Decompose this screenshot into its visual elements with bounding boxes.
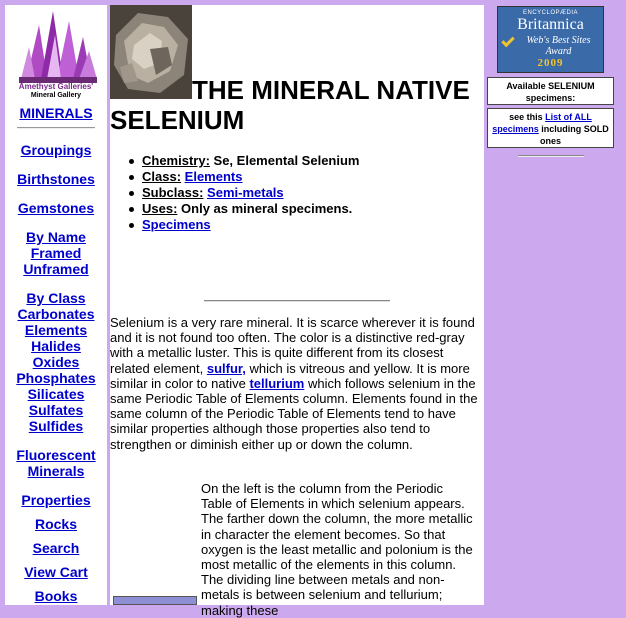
see-all-specimens-box xyxy=(487,108,614,148)
nav-minerals-link[interactable]: MINERALS xyxy=(19,105,93,121)
nav-search-link[interactable]: Search xyxy=(32,540,80,556)
nav-phosphates-link[interactable]: Phosphates xyxy=(16,370,96,386)
periodic-table-column-image xyxy=(113,596,197,605)
logo-line-2: Mineral Gallery xyxy=(30,92,82,99)
award-line-2: Web's Best Sites Award xyxy=(526,35,591,57)
nav-books-link[interactable]: Books xyxy=(34,588,78,604)
award-year: 2009 xyxy=(537,57,564,69)
nav-properties-link[interactable]: Properties xyxy=(21,492,91,508)
see-post-text: including SOLD ones xyxy=(538,124,609,146)
amethyst-crystal-icon xyxy=(17,7,99,83)
britannica-award-badge[interactable] xyxy=(497,6,604,73)
nav-sulfides-link[interactable]: Sulfides xyxy=(28,418,84,434)
uses-label: Uses: xyxy=(142,201,178,216)
class-label: Class: xyxy=(142,169,182,184)
left-nav xyxy=(5,5,107,605)
mineral-facts-list xyxy=(142,153,359,233)
logo[interactable] xyxy=(5,5,107,103)
content-divider xyxy=(204,300,390,302)
nav-fluorescent-minerals-link[interactable]: Minerals xyxy=(27,463,85,479)
checkmark-icon xyxy=(501,34,514,47)
nav-oxides-link[interactable]: Oxides xyxy=(32,354,80,370)
nav-group-by-class xyxy=(5,290,107,434)
nav-group-birthstones xyxy=(5,171,107,187)
award-line-1: ENCYCLOPÆDIA xyxy=(522,10,578,16)
intro-text-1: Selenium is a very rare mineral. It is scarce wherever it is found and it is not found too often. The color is a distinctive red-gray with a metallic luster. This is quite different from its closest related element, xyxy=(110,315,475,376)
award-brand: Britannica xyxy=(517,16,584,33)
nav-group-groupings xyxy=(5,142,107,158)
page-title xyxy=(110,75,484,135)
intro-text-3: which follows selenium in the same Periodic Table of Elements column. Elements found in the same column of the Periodic Table of Elements tend to have similar properties although those properties also tend to strengthen or diminish either up or down the column. xyxy=(110,375,478,452)
available-specimens-box: Available SELENIUM specimens: xyxy=(487,77,614,105)
nav-group-by-name xyxy=(5,229,107,277)
chemistry-value: Se, Elemental Selenium xyxy=(209,153,360,168)
periodic-table-paragraph: On the left is the column from the Periodic Table of Elements in which selenium appears. The farther down the column, the more metallic in character the element becomes. So that oxygen is the least metallic and polonium is the most metallic of the elements in this column. The dividing line between metals and non-metals is between selenium and tellurium; making these xyxy=(201,481,473,618)
nav-view-cart-link[interactable]: View Cart xyxy=(24,564,88,580)
page-title-line-2: SELENIUM xyxy=(110,105,245,135)
fact-specimens xyxy=(142,217,359,233)
nav-fluorescent-link[interactable]: Fluorescent xyxy=(16,447,96,463)
nav-sulfates-link[interactable]: Sulfates xyxy=(28,402,84,418)
fact-class xyxy=(142,169,359,185)
nav-silicates-link[interactable]: Silicates xyxy=(27,386,85,402)
fact-chemistry xyxy=(142,153,359,169)
nav-framed-link[interactable]: Framed xyxy=(30,245,82,261)
see-pre-text: see this xyxy=(509,112,546,122)
nav-group-rocks xyxy=(5,516,107,532)
intro-text-2: which is vitreous and yellow. It is more similar in color to native xyxy=(110,360,470,391)
nav-group-search xyxy=(5,540,107,556)
nav-by-class-link[interactable]: By Class xyxy=(26,290,86,306)
nav-group-fluorescent xyxy=(5,447,107,479)
right-column xyxy=(487,5,614,157)
page-title-line-1: THE MINERAL NATIVE xyxy=(192,75,470,105)
tellurium-link[interactable]: tellurium xyxy=(249,375,305,391)
main-content xyxy=(110,5,484,618)
class-elements-link[interactable]: Elements xyxy=(184,169,243,184)
nav-elements-link[interactable]: Elements xyxy=(24,322,88,338)
nav-rocks-link[interactable]: Rocks xyxy=(34,516,78,532)
nav-halides-link[interactable]: Halides xyxy=(31,338,81,354)
fact-subclass xyxy=(142,185,359,201)
nav-birthstones-link[interactable]: Birthstones xyxy=(17,171,95,187)
subclass-semi-metals-link[interactable]: Semi-metals xyxy=(207,185,284,200)
nav-carbonates-link[interactable]: Carbonates xyxy=(17,306,95,322)
uses-value: Only as mineral specimens. xyxy=(177,201,353,216)
sulfur-link[interactable]: sulfur, xyxy=(206,360,246,376)
nav-group-properties xyxy=(5,492,107,508)
chemistry-label: Chemistry: xyxy=(142,153,210,168)
logo-line-1: Amethyst Galleries' xyxy=(18,82,94,91)
nav-gemstones-link[interactable]: Gemstones xyxy=(17,200,95,216)
fact-uses xyxy=(142,201,359,217)
nav-group-view-cart xyxy=(5,564,107,580)
nav-by-name-link[interactable]: By Name xyxy=(26,229,86,245)
nav-group-books xyxy=(5,588,107,604)
nav-groupings-link[interactable]: Groupings xyxy=(20,142,92,158)
nav-group-gemstones xyxy=(5,200,107,216)
specimens-link[interactable]: Specimens xyxy=(142,217,211,232)
subclass-label: Subclass: xyxy=(142,185,204,200)
intro-paragraph xyxy=(110,315,484,452)
nav-unframed-link[interactable]: Unframed xyxy=(23,261,89,277)
right-divider xyxy=(518,155,584,157)
nav-divider xyxy=(17,127,95,129)
all-specimens-link[interactable]: List of ALL specimens xyxy=(492,112,592,134)
